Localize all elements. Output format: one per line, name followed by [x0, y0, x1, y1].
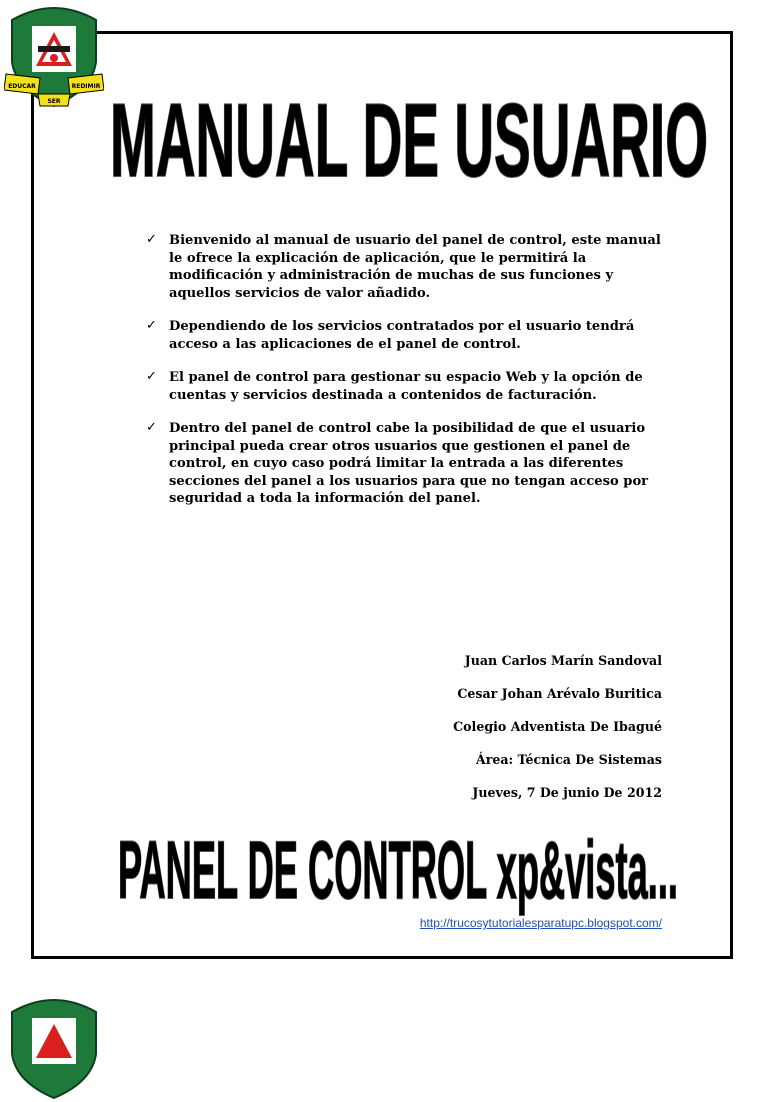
crest-ribbon-bottom: SER [47, 98, 61, 105]
list-item-text: El panel de control para gestionar su espacio Web y la opción de cuentas y servicios destinada a contenidos de facturación. [169, 370, 643, 403]
school-crest-logo [4, 2, 104, 110]
page-title-text: MANUAL DE USUARIO [110, 83, 708, 199]
school-crest-logo-bottom [4, 994, 104, 1102]
crest-ribbon-left: EDUCAR [8, 83, 36, 90]
credits-block [453, 652, 662, 817]
list-item-text: Dentro del panel de control cabe la posibilidad de que el usuario principal pueda crear otros usuarios que gestionen el panel de control, en cuyo caso podrá limitar la entrada a las diferentes secciones del panel a los usuarios para que no tengan acceso por seguridad a toda la información del panel. [169, 421, 649, 506]
info-bullet-list [146, 232, 666, 524]
crest-ribbon-right: REDIMIR [71, 83, 101, 90]
area-name: Área: Técnica De Sistemas [475, 752, 662, 767]
check-icon: ✓ [146, 420, 157, 435]
school-name: Colegio Adventista De Ibagué [453, 719, 662, 734]
list-item [146, 369, 666, 404]
blog-link[interactable]: http://trucosytutorialesparatupc.blogspot.com/ [419, 916, 662, 930]
panel-title [114, 820, 680, 920]
page-title [106, 78, 712, 199]
author-name: Juan Carlos Marín Sandoval [464, 653, 662, 668]
panel-title-text: PANEL DE CONTROL xp&vista... [118, 825, 678, 916]
list-item [146, 318, 666, 353]
check-icon: ✓ [146, 318, 157, 333]
author-name: Cesar Johan Arévalo Buritica [457, 686, 662, 701]
check-icon: ✓ [146, 232, 157, 247]
list-item [146, 232, 666, 302]
list-item [146, 420, 666, 508]
list-item-text: Dependiendo de los servicios contratados por el usuario tendrá acceso a las aplicaciones de el panel de control. [169, 319, 635, 352]
check-icon: ✓ [146, 369, 157, 384]
date-text: Jueves, 7 De junio De 2012 [472, 785, 662, 800]
list-item-text: Bienvenido al manual de usuario del panel de control, este manual le ofrece la explicación de aplicación, que le permitirá la modificación y administración de muchas de sus funciones y aquellos servicios de valor añadido. [169, 233, 661, 301]
